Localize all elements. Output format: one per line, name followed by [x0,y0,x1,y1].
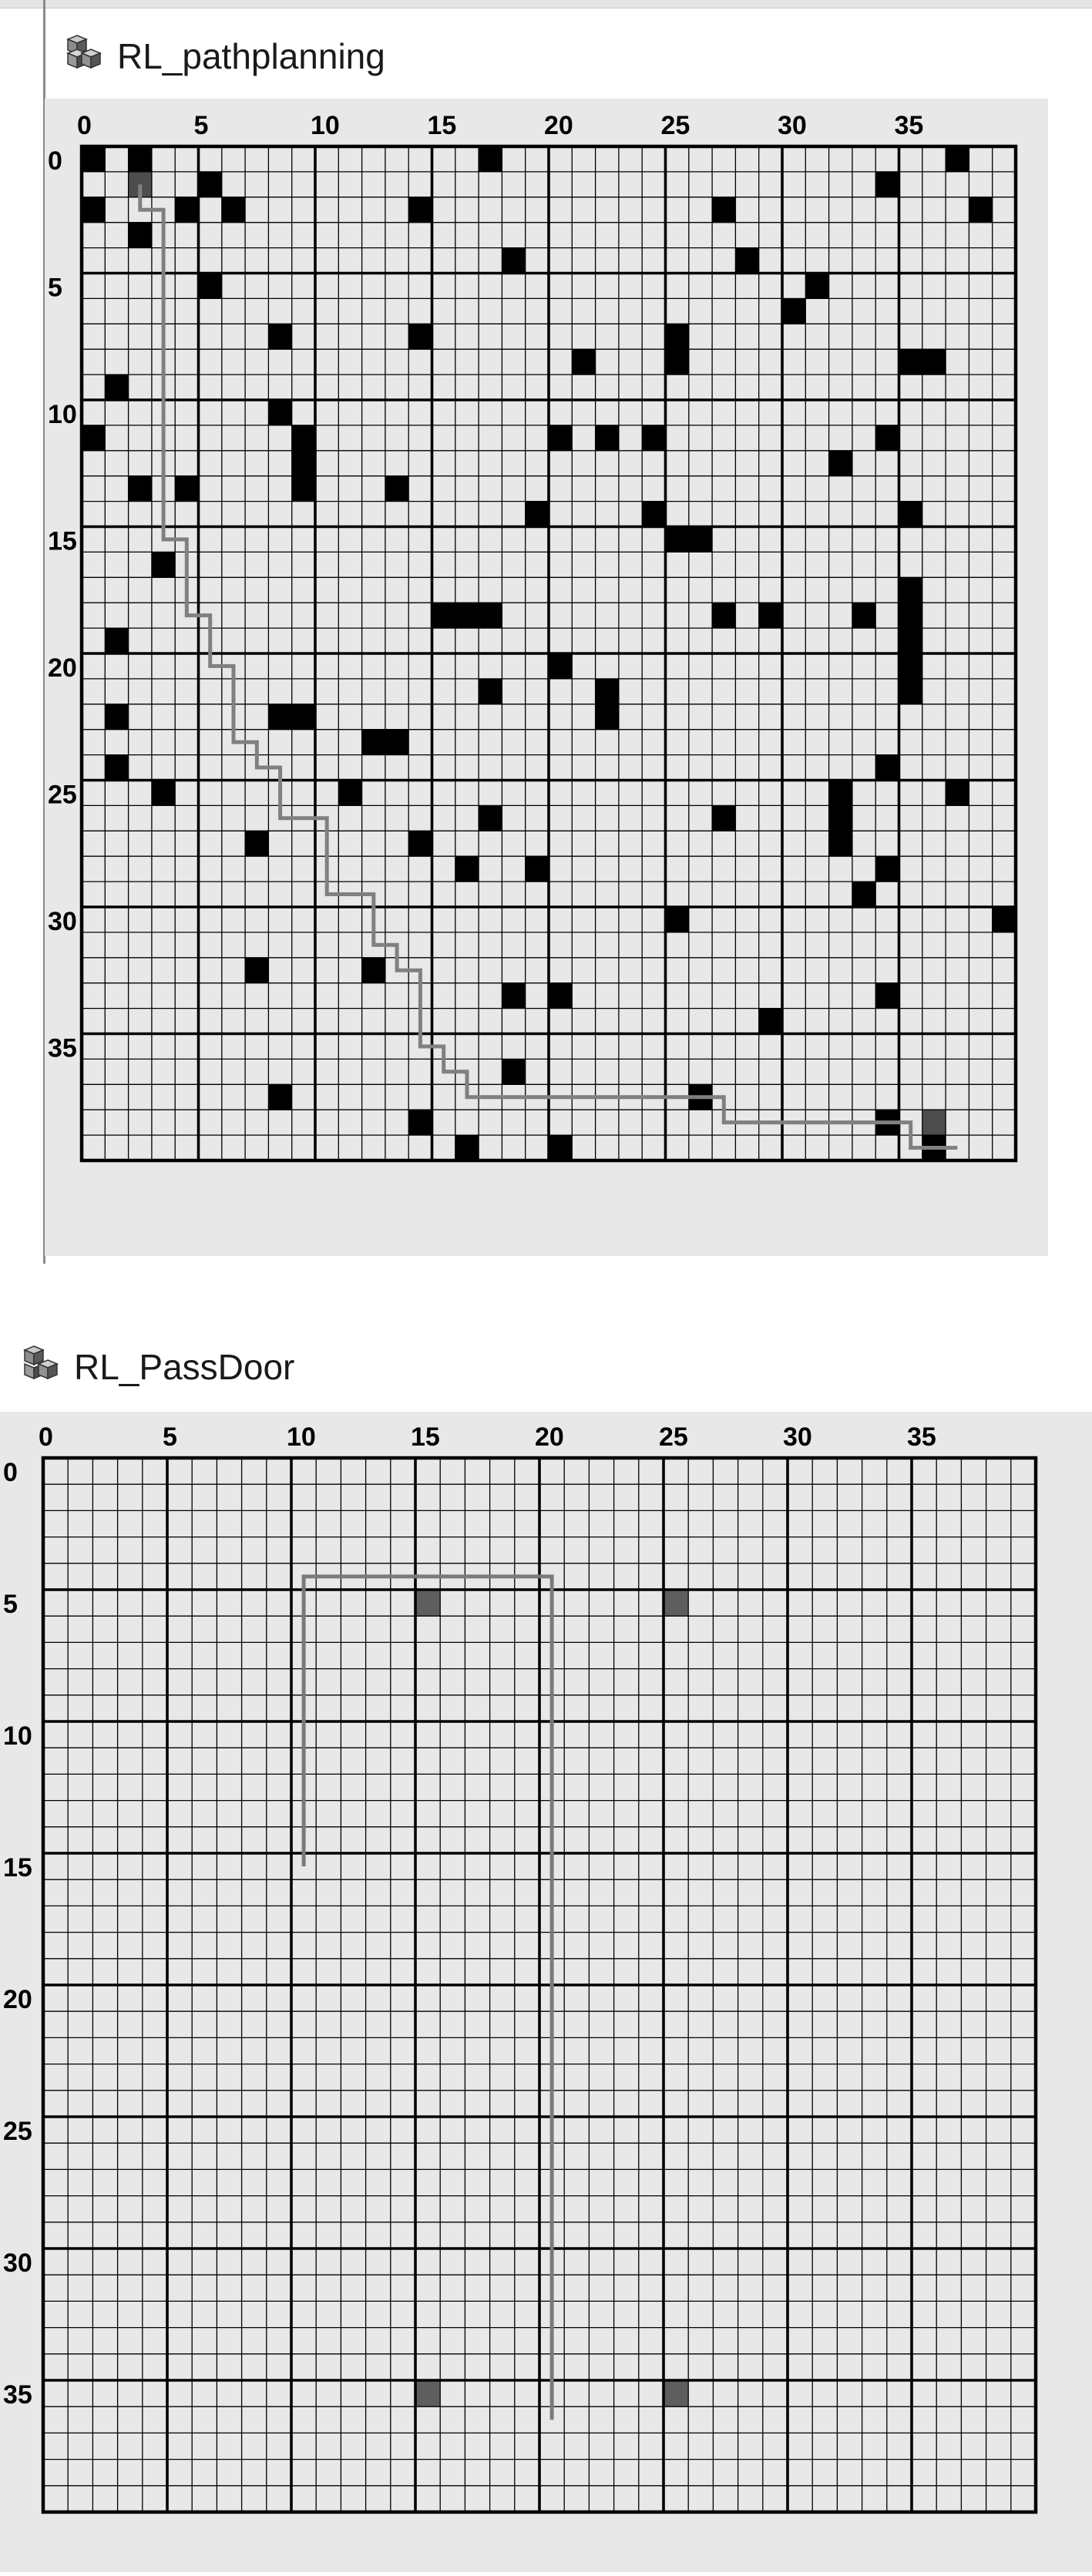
x-tick-label: 0 [77,111,92,140]
y-tick-label: 10 [3,1721,32,1751]
x-tick-label: 20 [544,111,573,140]
obstacle-cell [666,349,689,374]
obstacle-cell [385,476,408,502]
obstacle-cell [455,856,479,882]
x-tick-label: 25 [659,1422,688,1452]
obstacle-cell [712,805,735,831]
obstacle-cell [199,172,222,197]
obstacle-cell [292,425,315,451]
obstacle-cell [245,831,268,856]
y-tick-label: 15 [48,526,77,556]
obstacle-cell [385,730,408,755]
gridworld-panel-passdoor [0,1412,1092,2572]
x-tick-label: 15 [411,1422,440,1452]
obstacle-cell [152,552,175,577]
window-title-text: RL_PassDoor [74,1346,295,1387]
obstacle-cell [829,831,852,856]
obstacle-cell [642,502,665,527]
obstacle-cell [759,603,782,628]
y-tick-label: 15 [3,1853,32,1882]
obstacle-cell [129,223,152,248]
obstacle-cell [642,425,665,451]
obstacle-cell [712,603,735,628]
obstacle-cell [596,425,619,451]
y-tick-label: 25 [48,780,77,810]
obstacle-cell [268,704,291,730]
x-tick-label: 10 [311,111,340,140]
obstacle-cell [408,1110,432,1135]
obstacle-cell [759,1009,782,1034]
obstacle-cell [596,704,619,730]
obstacle-cell [993,907,1016,932]
obstacle-cell [549,653,572,679]
x-tick-label: 30 [783,1422,812,1452]
obstacle-cell [572,349,595,374]
obstacle-cell [455,603,479,628]
obstacle-cell [946,146,969,172]
obstacle-cell [829,781,852,806]
x-tick-label: 5 [193,111,209,140]
obstacle-cell [875,856,899,882]
obstacle-cell [805,274,828,299]
y-tick-label: 20 [48,653,77,683]
obstacle-cell [922,349,946,374]
x-tick-label: 15 [427,111,457,140]
endpoint-cell [664,1590,688,1616]
obstacle-cell [549,425,572,451]
obstacle-cell [455,1135,479,1160]
obstacle-cell [105,704,128,730]
gridworld-map-passdoor[interactable] [0,1412,1092,2572]
obstacle-cell [175,197,198,223]
obstacle-cell [82,146,105,172]
endpoint-cell [415,1590,440,1616]
obstacle-cell [82,197,105,223]
y-tick-label: 25 [3,2117,32,2146]
obstacle-cell [479,805,502,831]
y-tick-label: 5 [48,273,62,303]
endpoint-cell [415,2380,440,2406]
obstacle-cell [549,983,572,1009]
y-tick-label: 5 [3,1590,18,1619]
x-tick-label: 25 [660,111,690,140]
x-tick-label: 10 [287,1422,316,1452]
window-title-passdoor [23,1345,294,1389]
cubes-app-icon [23,1345,60,1389]
gridworld-panel-pathplanning [45,99,1048,1256]
obstacle-cell [946,781,969,806]
window-title-text: RL_pathplanning [117,35,385,76]
obstacle-cell [875,983,899,1009]
obstacle-cell [666,527,689,552]
x-tick-label: 35 [894,111,924,140]
obstacle-cell [129,476,152,502]
obstacle-cell [479,679,502,704]
obstacle-cell [526,856,549,882]
obstacle-cell [526,502,549,527]
gridworld-map-pathplanning[interactable] [45,99,1048,1256]
obstacle-cell [596,679,619,704]
obstacle-cell [479,603,502,628]
obstacle-cell [362,958,385,983]
obstacle-cell [875,755,899,781]
obstacle-cell [899,603,922,628]
obstacle-cell [362,730,385,755]
obstacle-cell [969,197,992,223]
obstacle-cell [432,603,455,628]
x-tick-label: 30 [778,111,807,140]
endpoint-cell [664,2380,688,2406]
obstacle-cell [829,451,852,476]
obstacle-cell [875,172,899,197]
obstacle-cell [549,1135,572,1160]
obstacle-cell [408,324,432,349]
obstacle-cell [105,374,128,400]
x-tick-label: 5 [163,1422,177,1452]
obstacle-cell [666,907,689,932]
y-tick-label: 35 [3,2380,32,2410]
y-tick-label: 20 [3,1985,32,2014]
obstacle-cell [689,527,712,552]
obstacle-cell [899,349,922,374]
obstacle-cell [268,400,291,425]
x-tick-label: 35 [907,1422,936,1452]
obstacle-cell [408,197,432,223]
obstacle-cell [199,274,222,299]
obstacle-cell [338,781,361,806]
obstacle-cell [502,983,525,1009]
x-tick-label: 0 [39,1422,53,1452]
obstacle-cell [735,248,758,274]
window-title-pathplanning [66,34,385,78]
obstacle-cell [852,882,875,907]
y-tick-label: 10 [48,400,77,429]
y-tick-label: 30 [3,2249,32,2278]
obstacle-cell [292,704,315,730]
obstacle-cell [292,476,315,502]
obstacle-cell [782,298,805,324]
obstacle-cell [152,781,175,806]
obstacle-cell [105,628,128,653]
y-tick-label: 0 [3,1458,18,1487]
obstacle-cell [408,831,432,856]
obstacle-cell [105,755,128,781]
obstacle-cell [479,146,502,172]
obstacle-cell [899,653,922,679]
endpoint-cell [922,1110,946,1135]
obstacle-cell [175,476,198,502]
y-tick-label: 35 [48,1033,77,1063]
obstacle-cell [829,805,852,831]
obstacle-cell [852,603,875,628]
obstacle-cell [712,197,735,223]
window-top-edge [0,0,1092,8]
obstacle-cell [502,248,525,274]
obstacle-cell [222,197,245,223]
obstacle-cell [899,628,922,653]
obstacle-cell [82,425,105,451]
obstacle-cell [666,324,689,349]
obstacle-cell [899,679,922,704]
y-tick-label: 0 [48,146,62,176]
obstacle-cell [899,577,922,603]
obstacle-cell [875,425,899,451]
obstacle-cell [502,1059,525,1084]
obstacle-cell [129,146,152,172]
x-tick-label: 20 [535,1422,564,1452]
obstacle-cell [899,502,922,527]
obstacle-cell [292,451,315,476]
obstacle-cell [268,324,291,349]
y-tick-label: 30 [48,907,77,936]
obstacle-cell [268,1084,291,1110]
obstacle-cell [245,958,268,983]
cubes-app-icon [66,34,103,78]
